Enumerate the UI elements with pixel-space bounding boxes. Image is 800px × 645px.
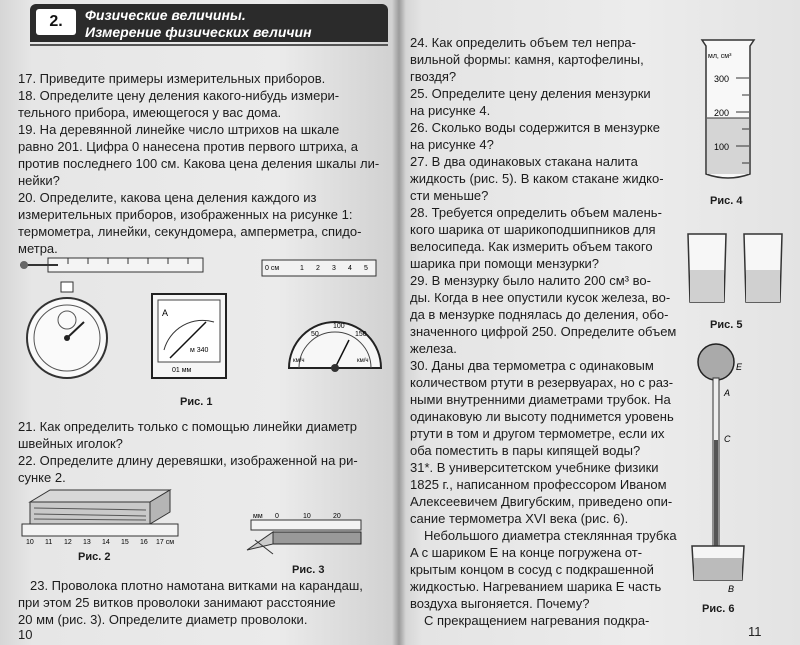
page-number-right: 11 <box>748 624 762 639</box>
text-line: при этом 25 витков проволоки занимают расстояние <box>18 595 336 610</box>
ammeter-unit-label: А <box>162 308 169 318</box>
ruler2-mark: 10 <box>26 539 34 546</box>
ruler-mark: 5 <box>364 265 368 272</box>
ammeter-bottom-label: 01 мм <box>172 367 192 374</box>
thermo-label-E: E <box>736 362 743 372</box>
text-line: жидкость (рис. 5). В каком стакане жидко- <box>410 171 664 186</box>
text-line: 22. Определите длину деревяшки, изображенной на ри- <box>18 453 358 468</box>
thermo-label-B: B <box>728 584 735 594</box>
figure-caption-2: Рис. 2 <box>78 551 111 563</box>
text-line: 26. Сколько воды содержится в мензурке <box>410 120 661 135</box>
beaker-mark: 100 <box>714 142 730 152</box>
text-line: гвоздя? <box>410 69 457 84</box>
section-title-line2: Измерение физических величин <box>85 24 312 40</box>
text-line: воздуха выгоняется. Почему? <box>410 596 590 611</box>
two-glasses-figure <box>682 228 792 308</box>
beaker-mark: 200 <box>714 108 730 118</box>
caliper-mark: 10 <box>303 513 311 520</box>
thermometer-figure <box>18 252 208 278</box>
book-gutter <box>392 0 406 645</box>
left-page <box>0 0 398 645</box>
air-thermometer-figure <box>686 340 766 596</box>
text-line: на рисунке 4? <box>410 137 494 152</box>
text-line: 20. Определите, какова цена деления каждого из <box>18 190 317 205</box>
text-line: С прекращением нагревания подкра- <box>424 613 650 628</box>
ruler2-mark: 17 см <box>156 539 175 546</box>
text-line: ными внутренними диаметрами трубок. На <box>410 392 671 407</box>
ruler2-mark: 16 <box>140 539 148 546</box>
ruler2-mark: 11 <box>45 539 53 546</box>
text-line: Небольшого диаметра стеклянная трубка <box>424 528 677 543</box>
ruler2-mark: 15 <box>121 539 129 546</box>
text-line: сти меньше? <box>410 188 489 203</box>
header-rule <box>30 44 388 46</box>
stopwatch-figure <box>22 280 112 380</box>
ruler-mark: 4 <box>348 265 352 272</box>
text-line: значенного цифрой 250. Определите объем <box>410 324 677 339</box>
section-title-line1: Физические величины. <box>85 7 246 23</box>
text-line: 25. Определите цену деления мензурки <box>410 86 651 101</box>
ruler-mark: 2 <box>316 265 320 272</box>
caliper-mark: 0 <box>275 513 279 520</box>
text-line: велосипеда. Как измерить объем такого <box>410 239 653 254</box>
figure-caption-1: Рис. 1 <box>180 396 213 408</box>
caliper-unit: мм <box>253 513 263 520</box>
text-line: против последнего 100 см. Какова цена деления шкалы ли- <box>18 156 380 171</box>
text-line: шарика при помощи мензурки? <box>410 256 600 271</box>
text-line: швейных иголок? <box>18 436 123 451</box>
text-line: 29. В мензурку было налито 200 см³ во- <box>410 273 651 288</box>
caliper-mark: 20 <box>333 513 341 520</box>
text-line: 28. Требуется определить объем малень- <box>410 205 662 220</box>
section-header <box>30 4 388 42</box>
text-line: одинаковую ли высоту поднимется уровень <box>410 409 674 424</box>
ruler2-mark: 12 <box>64 539 72 546</box>
section-number: 2. <box>36 9 76 35</box>
text-line: да в мензурке поднялась до деления, обо- <box>410 307 669 322</box>
thermo-label-A: A <box>724 388 731 398</box>
text-line: 24. Как определить объем тел непра- <box>410 35 636 50</box>
right-page <box>398 0 800 645</box>
text-line: нейки? <box>18 173 60 188</box>
measuring-beaker-figure <box>696 36 760 186</box>
beaker-unit-label: мл, см³ <box>708 53 732 60</box>
text-line: Алексеевичем Двигубским, приведено опи- <box>410 494 673 509</box>
text-line: 30. Даны два термометра с одинаковым <box>410 358 654 373</box>
wire-pencil-figure <box>245 510 365 560</box>
text-line: вильной формы: камня, картофелины, <box>410 52 644 67</box>
text-line: 31*. В университетском учебнике физики <box>410 460 659 475</box>
speed-mark: 150 <box>355 331 367 338</box>
text-line: 19. На деревянной линейке число штрихов на шкале <box>18 122 340 137</box>
figure-caption-4: Рис. 4 <box>710 195 743 207</box>
text-line: железа. <box>410 341 457 356</box>
figure-caption-3: Рис. 3 <box>292 564 325 576</box>
text-line: термометра, линейки, секундомера, амперметра, спидо- <box>18 224 362 239</box>
ruler-figure <box>260 258 380 280</box>
speed-unit-label: км/ч <box>293 358 305 364</box>
text-line: 27. В два одинаковых стакана налита <box>410 154 638 169</box>
text-line: жидкостью. Нагреванием шарика E часть <box>410 579 662 594</box>
text-line: 23. Проволока плотно намотана витками на карандаш, <box>30 578 363 593</box>
text-line: кого шарика от шарикоподшипников для <box>410 222 656 237</box>
text-line: A с шариком E на конце погружена от- <box>410 545 643 560</box>
speedometer-figure <box>285 312 385 372</box>
text-line: метра. <box>18 241 58 256</box>
text-line: 18. Определите цену деления какого-нибудь измери- <box>18 88 340 103</box>
text-line: тельного прибора, имеющегося у вас дома. <box>18 105 282 120</box>
speed-mark: 50 <box>311 331 319 338</box>
text-line: измерительных приборов, изображенных на рисунке 1: <box>18 207 353 222</box>
beaker-mark: 300 <box>714 74 730 84</box>
text-line: оба поместить в пары кипящей воды? <box>410 443 641 458</box>
text-line: 17. Приведите примеры измерительных приборов. <box>18 71 326 86</box>
text-line: сание термометра XVI века (рис. 6). <box>410 511 629 526</box>
ruler2-mark: 13 <box>83 539 91 546</box>
wood-block-figure <box>20 488 180 546</box>
thermo-label-C: C <box>724 434 731 444</box>
text-line: ртути в том и другом термометре, если их <box>410 426 665 441</box>
ruler-mark: 1 <box>300 265 304 272</box>
text-line: сунке 2. <box>18 470 66 485</box>
text-line: количеством ртути в резервуарах, но с раз- <box>410 375 674 390</box>
text-line: равно 201. Цифра 0 нанесена против первого штриха, а <box>18 139 359 154</box>
text-line: на рисунке 4. <box>410 103 491 118</box>
text-line: крытым концом в сосуд с подкрашенной <box>410 562 654 577</box>
speed-unit-label: км/ч <box>357 358 369 364</box>
ruler2-mark: 14 <box>102 539 110 546</box>
page-number-left: 10 <box>18 627 33 642</box>
ammeter-mark-label: м 340 <box>190 347 209 354</box>
text-line: 1825 г., написанном профессором Иваном <box>410 477 667 492</box>
text-line: 20 мм (рис. 3). Определите диаметр проволоки. <box>18 612 308 627</box>
figure-caption-5: Рис. 5 <box>710 319 743 331</box>
text-line: ды. Когда в нее опустили кусок железа, во- <box>410 290 671 305</box>
ruler-mark: 3 <box>332 265 336 272</box>
ammeter-figure <box>150 292 230 382</box>
ruler-zero-label: 0 см <box>265 265 280 272</box>
speed-mark: 100 <box>333 323 345 330</box>
figure-caption-6: Рис. 6 <box>702 603 735 615</box>
text-line: 21. Как определить только с помощью линейки диаметр <box>18 419 358 434</box>
